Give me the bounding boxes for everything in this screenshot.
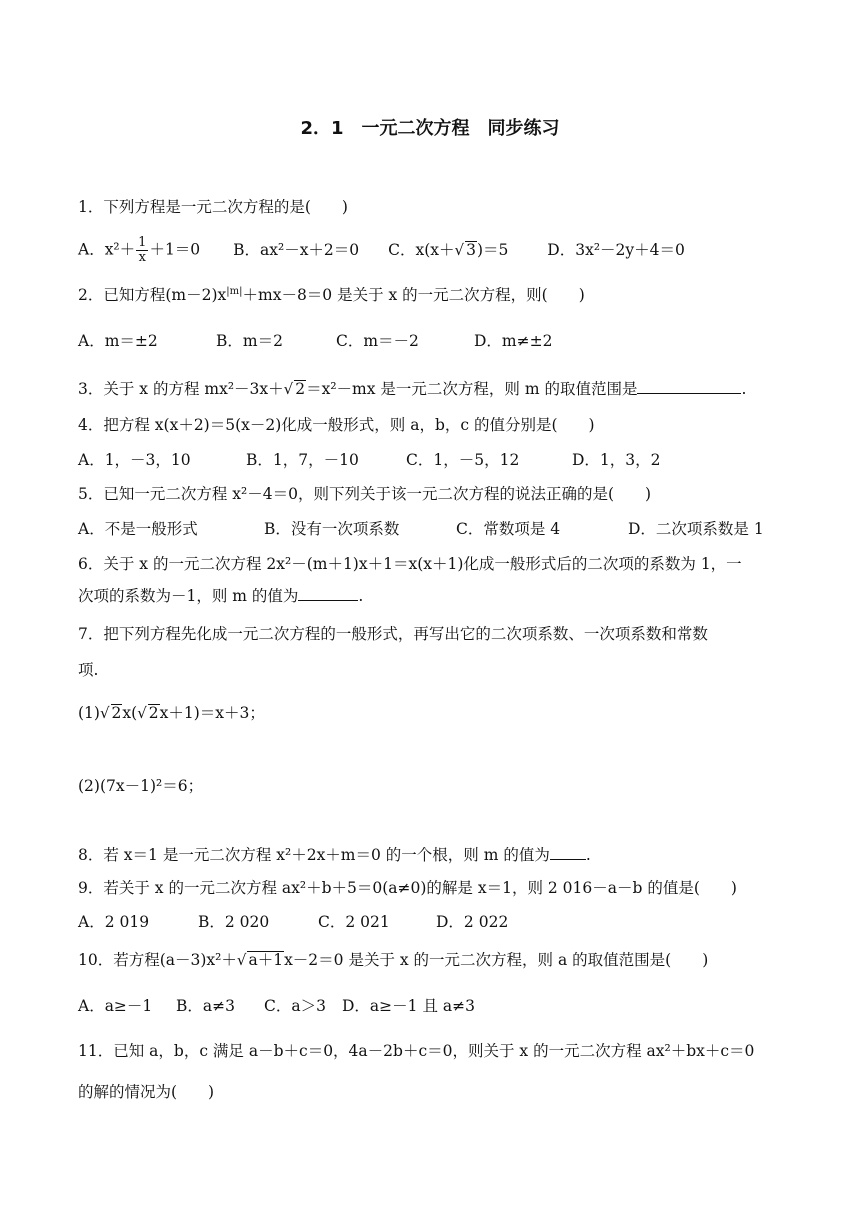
question-10-stem (78, 949, 800, 971)
question-6-line-2-pre: 次项的系数为－1，则 m 的值为 (78, 587, 299, 605)
option-c-post: )＝5 (476, 240, 509, 259)
option-a (78, 236, 200, 265)
question-7-line-2: 项. (78, 661, 99, 679)
radicand: 2 (295, 380, 306, 398)
radicand: 2 (111, 704, 122, 722)
answer-blank[interactable] (298, 584, 358, 601)
question-4-stem: 4．把方程 x(x＋2)＝5(x－2)化成一般形式，则 a，b，c 的值分别是( ) (78, 416, 595, 434)
question-10-stem-pre: 10．若方程(a－3)x²＋ (78, 951, 237, 969)
question-3-end: . (741, 380, 747, 398)
option-a-post: ＋1＝0 (149, 240, 201, 259)
radical-sign-icon: √ (137, 704, 147, 722)
option-c: C．常数项是 4 (456, 520, 561, 538)
option-a: A．2 019 (78, 913, 150, 931)
fraction-denominator: x (138, 250, 146, 265)
question-7-part-2: (2)(7x－1)²＝6； (78, 777, 204, 795)
option-d: D．二次项系数是 1 (628, 520, 764, 538)
question-9-stem: 9．若关于 x 的一元二次方程 ax²＋b＋5＝0(a≠0)的解是 x＝1，则 2 016－a－b 的值是( ) (78, 879, 737, 897)
question-3-stem-pre: 3．关于 x 的方程 mx²－3x＋ (78, 380, 284, 398)
option-a: A．m＝±2 (78, 332, 158, 350)
question-1-options (78, 236, 800, 265)
exponent: |m| (226, 285, 243, 297)
option-c (388, 239, 508, 261)
question-7-line-1: 7．把下列方程先化成一元二次方程的一般形式，再写出它的二次项系数、一次项系数和常数 (78, 625, 708, 643)
part-1-pre: (1) (78, 704, 100, 722)
question-6-line-2 (78, 584, 800, 607)
question-4-options (78, 449, 800, 471)
question-11-line-1: 11．已知 a，b，c 满足 a－b＋c＝0，4a－2b＋c＝0，则关于 x 的一元二次方程 ax²＋bx＋c＝0 (78, 1042, 755, 1060)
radicand: 2 (148, 704, 159, 722)
radical-sign-icon: √ (99, 704, 110, 722)
radical-sign-icon: √ (283, 380, 294, 398)
question-10-options (78, 995, 800, 1017)
question-8-end: . (585, 846, 591, 864)
option-c: C．1，－5，12 (406, 451, 520, 469)
option-a-pre: A．x²＋ (78, 240, 136, 259)
question-5-stem: 5．已知一元二次方程 x²－4＝0，则下列关于该一元二次方程的说法正确的是( ) (78, 485, 652, 503)
option-d: D．1，3，2 (572, 451, 661, 469)
option-b: B．m＝2 (216, 332, 283, 350)
part-1-post: x＋1)＝x＋3； (159, 704, 265, 722)
radical-sign-icon: √ (236, 951, 247, 969)
option-c-pre: C．x(x＋ (388, 240, 455, 259)
question-8-stem-pre: 8．若 x＝1 是一元二次方程 x²＋2x＋m＝0 的一个根，则 m 的值为 (78, 846, 550, 864)
option-a: A．不是一般形式 (78, 520, 198, 538)
option-a: A．1，－3，10 (78, 451, 191, 469)
option-c: C．2 021 (318, 913, 390, 931)
question-11-line-2: 的解的情况为( ) (78, 1083, 215, 1101)
question-9-options (78, 911, 800, 933)
question-10-stem-post: x－2＝0 是关于 x 的一元二次方程，则 a 的取值范围是( ) (284, 951, 709, 969)
option-b: B．a≠3 (176, 997, 235, 1015)
option-d: D．m≠±2 (474, 332, 553, 350)
option-d: D．3x²－2y＋4＝0 (547, 240, 685, 259)
question-2-stem-post: ＋mx－8＝0 是关于 x 的一元二次方程，则( ) (242, 286, 585, 304)
question-8-stem (78, 843, 800, 866)
option-c: C．a＞3 (264, 997, 326, 1015)
option-b: B．ax²－x＋2＝0 (233, 240, 360, 259)
option-d: D．2 022 (436, 913, 509, 931)
option-b: B．1，7，－10 (246, 451, 359, 469)
question-2-stem (78, 284, 800, 306)
question-5-options (78, 518, 800, 540)
part-1-mid: x( (122, 704, 138, 722)
option-b: B．2 020 (198, 913, 270, 931)
radicand: 3 (466, 240, 476, 259)
option-d: D．a≥－1 且 a≠3 (342, 997, 475, 1015)
answer-blank[interactable] (550, 843, 586, 860)
option-c: C．m＝－2 (336, 332, 419, 350)
question-6-line-1: 6．关于 x 的一元二次方程 2x²－(m＋1)x＋1＝x(x＋1)化成一般形式后的二次项的系数为 1，一 (78, 555, 742, 573)
question-3-stem-post: ＝x²－mx 是一元二次方程，则 m 的取值范围是 (306, 380, 638, 398)
answer-blank[interactable] (637, 377, 741, 394)
question-1-stem: 1．下列方程是一元二次方程的是( ) (78, 198, 348, 216)
option-b: B．没有一次项系数 (264, 520, 400, 538)
radical-sign-icon: √ (454, 240, 465, 259)
question-2-stem-pre: 2．已知方程(m－2)x (78, 286, 227, 304)
question-3-stem (78, 377, 800, 400)
radicand: a＋1 (248, 951, 284, 969)
option-a: A．a≥－1 (78, 997, 153, 1015)
fraction (136, 236, 148, 265)
question-6-end: . (358, 587, 364, 605)
fraction-numerator: 1 (138, 235, 147, 250)
question-2-options (78, 330, 800, 352)
page-title: 2．1 一元二次方程 同步练习 (300, 118, 560, 139)
question-7-part-1 (78, 702, 800, 724)
